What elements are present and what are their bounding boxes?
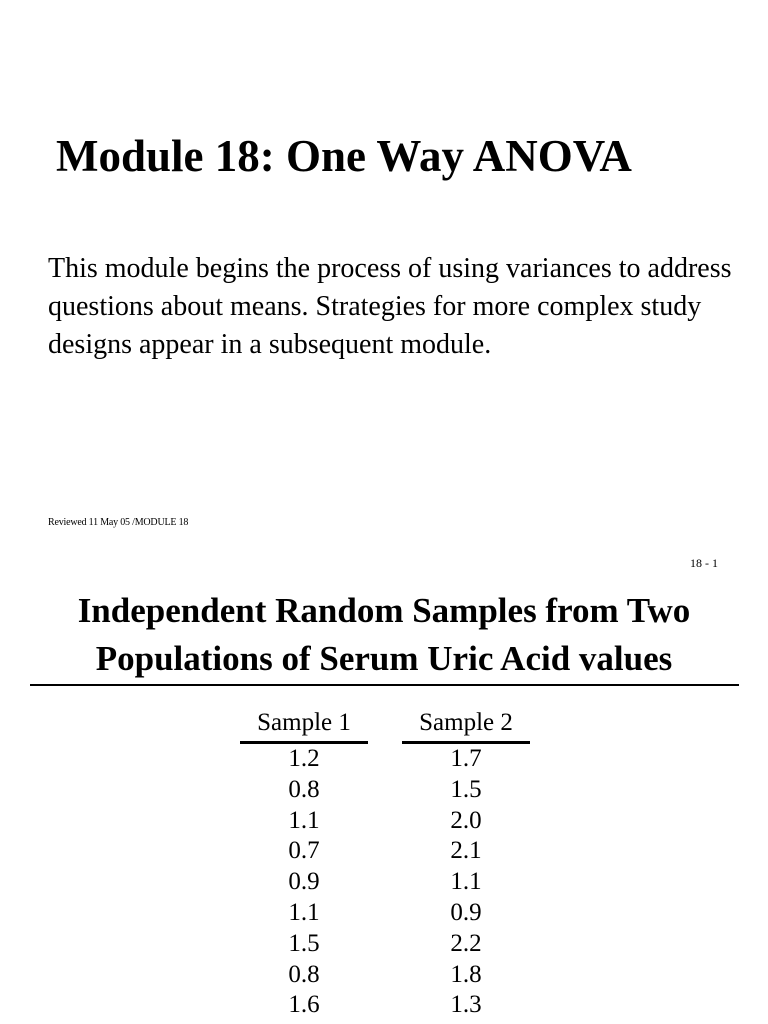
module-intro-text: This module begins the process of using variances to address questions about means. Strategies for more complex study designs appear in a subsequent module. <box>48 253 732 360</box>
sample-1-value: 1.1 <box>288 898 320 926</box>
sample-1-value: 1.5 <box>288 929 320 957</box>
column-gap <box>368 775 402 806</box>
sample-1-value: 0.7 <box>288 837 320 865</box>
table-row <box>240 929 530 960</box>
column-gap <box>368 706 402 743</box>
uric-acid-table <box>240 706 530 1021</box>
column-gap <box>368 990 402 1021</box>
sample-2-value: 1.7 <box>450 745 482 772</box>
sample-2-value: 1.5 <box>450 775 482 803</box>
table-row <box>240 743 530 775</box>
samples-title-line-1: Independent Random Samples from Two <box>77 591 691 630</box>
review-footer: Reviewed 11 May 05 /MODULE 18 <box>48 517 189 528</box>
sample-1-value: 0.9 <box>288 868 320 896</box>
column-gap <box>368 898 402 929</box>
table-header-row <box>240 706 530 743</box>
sample-1-value: 0.8 <box>288 775 320 803</box>
samples-title <box>0 587 768 683</box>
column-gap <box>368 867 402 898</box>
column-gap <box>368 836 402 867</box>
table-row <box>240 898 530 929</box>
table-row <box>240 960 530 991</box>
sample-2-value: 1.8 <box>450 960 482 988</box>
page-number: 18 - 1 <box>690 556 718 570</box>
table-row <box>240 836 530 867</box>
sample-1-value: 0.8 <box>288 960 320 988</box>
title-divider <box>30 684 739 686</box>
sample-2-value: 0.9 <box>450 898 482 926</box>
sample-1-value: 1.2 <box>288 745 320 772</box>
sample-1-value: 1.6 <box>288 991 320 1019</box>
table-row <box>240 867 530 898</box>
module-title: Module 18: One Way ANOVA <box>56 131 632 181</box>
column-gap <box>368 743 402 775</box>
column-header-sample-1: Sample 1 <box>240 706 368 743</box>
sample-1-value: 1.1 <box>288 806 320 834</box>
column-gap <box>368 929 402 960</box>
sample-2-value: 1.3 <box>450 991 482 1019</box>
table-body <box>240 743 530 1022</box>
sample-2-value: 2.0 <box>450 806 482 834</box>
column-gap <box>368 806 402 837</box>
column-gap <box>368 960 402 991</box>
sample-2-value: 2.1 <box>450 837 482 865</box>
table-row <box>240 775 530 806</box>
sample-2-value: 2.2 <box>450 929 482 957</box>
column-header-sample-2: Sample 2 <box>402 706 530 743</box>
sample-2-value: 1.1 <box>450 868 482 896</box>
table-row <box>240 990 530 1021</box>
table-row <box>240 806 530 837</box>
samples-title-line-2: Populations of Serum Uric Acid values <box>95 639 673 678</box>
